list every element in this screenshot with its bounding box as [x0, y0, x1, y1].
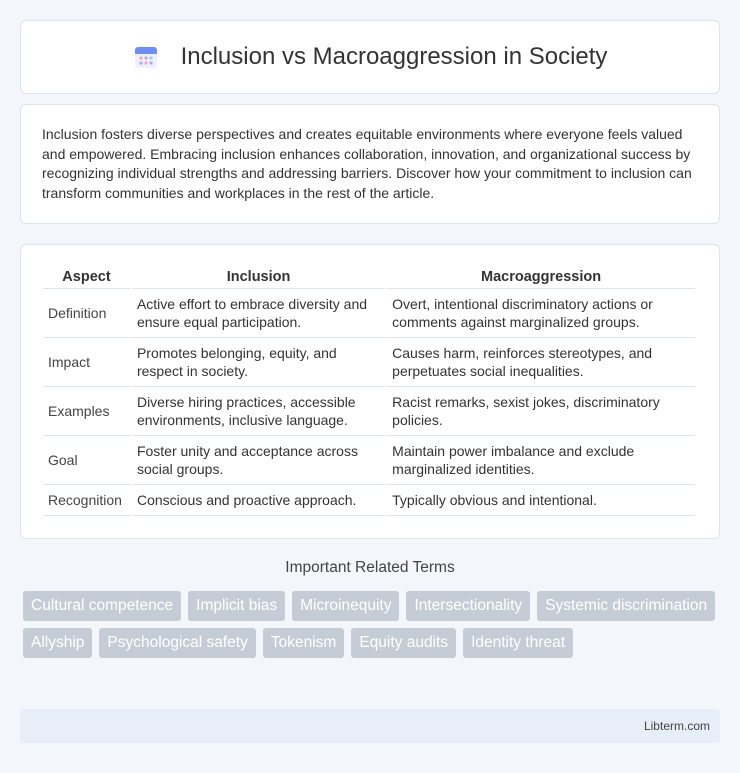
row-inclusion: Conscious and proactive approach.	[132, 485, 385, 516]
table-row	[43, 289, 695, 338]
row-inclusion: Foster unity and acceptance across social groups.	[132, 436, 385, 485]
row-aspect: Definition	[43, 289, 130, 338]
term-tag[interactable]: Equity audits	[351, 628, 456, 658]
row-aspect: Goal	[43, 436, 130, 485]
table-header-row	[43, 267, 695, 289]
header-macroaggression: Macroaggression	[387, 267, 695, 289]
header-aspect: Aspect	[43, 267, 130, 289]
term-tag[interactable]: Microinequity	[292, 591, 399, 621]
header-card	[20, 20, 720, 94]
row-inclusion: Active effort to embrace diversity and ensure equal participation.	[132, 289, 385, 338]
related-terms-heading: Important Related Terms	[285, 559, 455, 576]
intro-card	[20, 104, 720, 224]
row-macroaggression: Causes harm, reinforces stereotypes, and perpetuates social inequalities.	[387, 338, 695, 387]
term-tag[interactable]: Implicit bias	[188, 591, 285, 621]
row-aspect: Impact	[43, 338, 130, 387]
row-macroaggression: Overt, intentional discriminatory actions or comments against marginalized groups.	[387, 289, 695, 338]
row-macroaggression: Typically obvious and intentional.	[387, 485, 695, 516]
row-inclusion: Promotes belonging, equity, and respect in society.	[132, 338, 385, 387]
table-row	[43, 436, 695, 485]
header-inclusion: Inclusion	[132, 267, 385, 289]
related-terms-list	[23, 591, 723, 658]
footer-site-link[interactable]: Libterm.com	[643, 719, 710, 733]
row-inclusion: Diverse hiring practices, accessible environments, inclusive language.	[132, 387, 385, 436]
row-aspect: Recognition	[43, 485, 130, 516]
page-title: Inclusion vs Macroaggression in Society	[180, 43, 608, 70]
term-tag[interactable]: Intersectionality	[406, 591, 530, 621]
term-tag[interactable]: Psychological safety	[99, 628, 255, 658]
footer	[20, 709, 720, 743]
calendar-icon	[133, 44, 159, 70]
term-tag[interactable]: Cultural competence	[23, 591, 181, 621]
comparison-card	[20, 244, 720, 539]
term-tag[interactable]: Identity threat	[463, 628, 573, 658]
term-tag[interactable]: Systemic discrimination	[537, 591, 715, 621]
comparison-table	[41, 267, 697, 516]
term-tag[interactable]: Tokenism	[263, 628, 344, 658]
row-macroaggression: Racist remarks, sexist jokes, discriminatory policies.	[387, 387, 695, 436]
row-aspect: Examples	[43, 387, 130, 436]
term-tag[interactable]: Allyship	[23, 628, 92, 658]
intro-text: Inclusion fosters diverse perspectives and creates equitable environments where everyone feels valued and empowered. Embracing inclusion enhances collaboration, innovation, and organizational success by recognizing individual strengths and addressing barriers. Discover how your commitment to inclusion can transform communities and workplaces in the rest of the article.	[42, 126, 692, 201]
row-macroaggression: Maintain power imbalance and exclude marginalized identities.	[387, 436, 695, 485]
table-row	[43, 387, 695, 436]
table-row	[43, 485, 695, 516]
table-row	[43, 338, 695, 387]
